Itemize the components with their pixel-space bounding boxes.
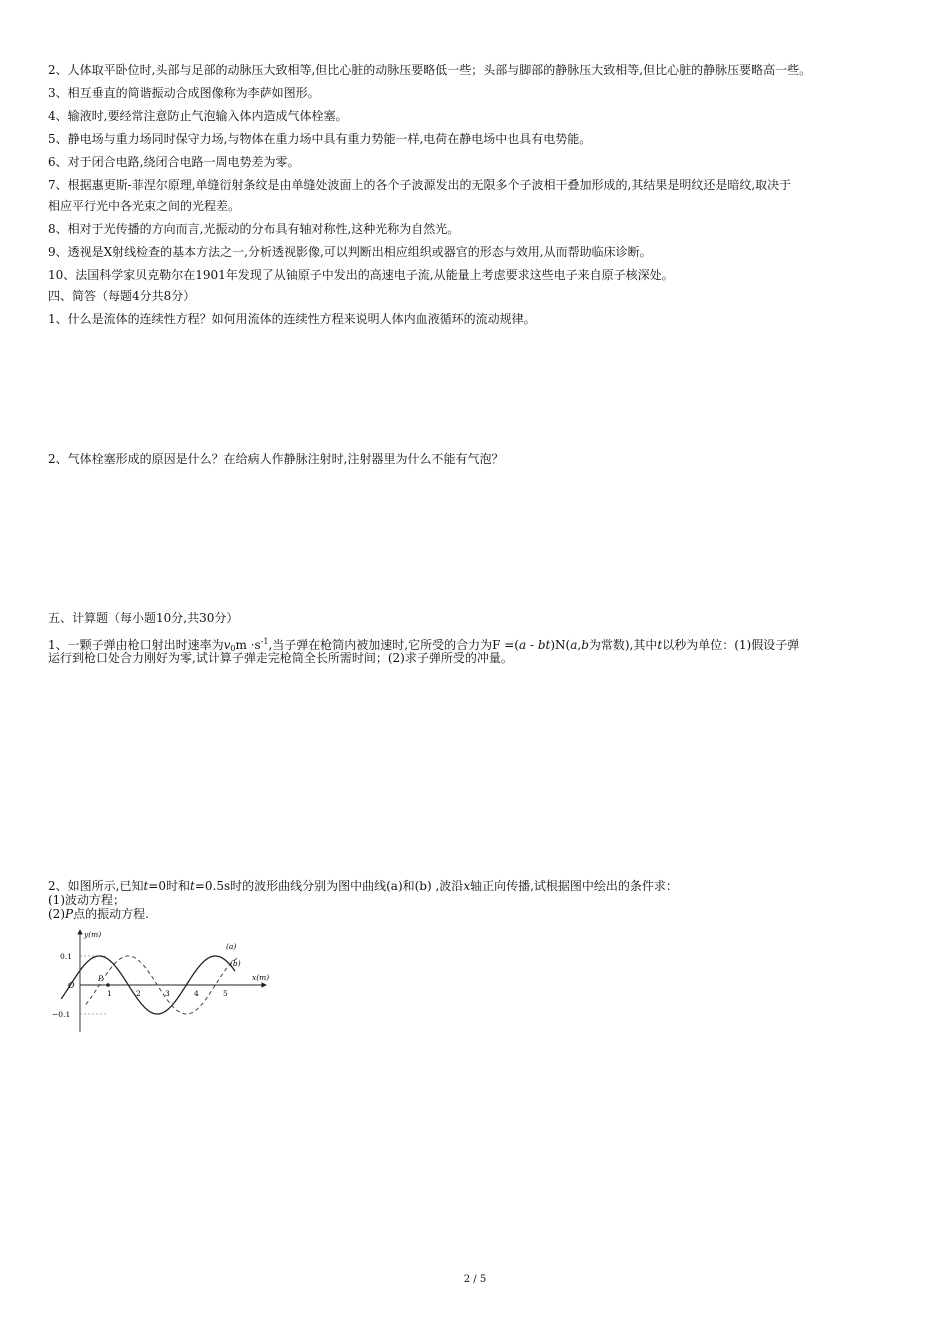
section5-question-2-sub1: (1)波动方程； (48, 893, 125, 907)
curve-a-label: (a) (226, 942, 237, 951)
x-tick-3: 3 (165, 989, 170, 998)
point-p-marker (106, 983, 110, 987)
tf-item-6: 6、对于闭合电路,绕闭合电路一周电势差为零。 (48, 155, 300, 169)
point-p-label: P (98, 974, 104, 983)
wave-figure (52, 926, 274, 1038)
section5-question-1-cont: 运行到枪口处合力刚好为零,试计算子弹走完枪筒全长所需时间；(2)求子弹所受的冲量。 (48, 651, 513, 665)
section5-question-2-sub2: (2)P点的振动方程. (48, 907, 149, 921)
page-number: 2 / 5 (463, 1274, 487, 1285)
section4-question-1: 1、什么是流体的连续性方程？如何用流体的连续性方程来说明人体内血液循环的流动规律。 (48, 312, 536, 326)
x-tick-4: 4 (194, 989, 199, 998)
x-tick-2: 2 (136, 989, 141, 998)
tf-item-8: 8、相对于光传播的方向而言,光振动的分布具有轴对称性,这种光称为自然光。 (48, 222, 460, 236)
origin-label: O (68, 981, 75, 990)
curve-b-label: (b) (230, 959, 241, 968)
tf-item-2: 2、人体取平卧位时,头部与足部的动脉压大致相等,但比心脏的动脉压要略低一些；头部与脚部的静脉压大致相等,但比心脏的静脉压要略高一些。 (48, 63, 812, 77)
tf-item-7: 7、根据惠更斯-菲涅尔原理,单缝衍射条纹是由单缝处波面上的各个子波源发出的无限多个子波相干叠加形成的,其结果是明纹还是暗纹,取决于 (48, 178, 792, 192)
tf-item-3: 3、相互垂直的简谐振动合成图像称为李萨如图形。 (48, 86, 320, 100)
tf-item-7-cont: 相应平行光中各光束之间的光程差。 (48, 199, 241, 213)
section5-heading: 五、计算题（每小题10分,共30分） (48, 611, 239, 625)
tf-item-10: 10、法国科学家贝克勒尔在1901年发现了从铀原子中发出的高速电子流,从能量上考虑要求这些电子来自原子核深处。 (48, 268, 674, 282)
section5-question-2: 2、如图所示,已知t=0时和t=0.5s时的波形曲线分别为图中曲线(a)和(b) ,波沿x轴正向传播,试根据图中绘出的条件求： (48, 879, 678, 893)
section5-question-1: 1、一颗子弹由枪口射出时速率为$v_0m \cdot s^{-1}$,当子弹在枪筒内被加速时,它所受的合力为F =(a - bt)N(a,b为常数),其中t以秒为单位：(1)假设子弹 (48, 637, 800, 653)
section4-heading: 四、简答（每题4分共8分） (48, 289, 196, 303)
x-axis-label: x(m) (252, 973, 270, 982)
v0-symbol: v (223, 638, 231, 652)
x-tick-1: 1 (107, 989, 112, 998)
force-expression: a - bt (519, 638, 551, 652)
y-top-label: 0.1 (60, 952, 72, 961)
y-bottom-label: −0.1 (52, 1010, 71, 1019)
tf-item-4: 4、输液时,要经常注意防止气泡输入体内造成气体栓塞。 (48, 109, 348, 123)
tf-item-9: 9、透视是X射线检查的基本方法之一,分析透视影像,可以判断出相应组织或器官的形态与效用,从而帮助临床诊断。 (48, 245, 652, 259)
y-axis-label: y(m) (84, 930, 102, 939)
tf-item-5: 5、静电场与重力场同时保守力场,与物体在重力场中具有重力势能一样,电荷在静电场中也具有电势能。 (48, 132, 592, 146)
section4-question-2: 2、气体栓塞形成的原因是什么？在给病人作静脉注射时,注射器里为什么不能有气泡？ (48, 452, 504, 466)
x-tick-5: 5 (223, 989, 228, 998)
